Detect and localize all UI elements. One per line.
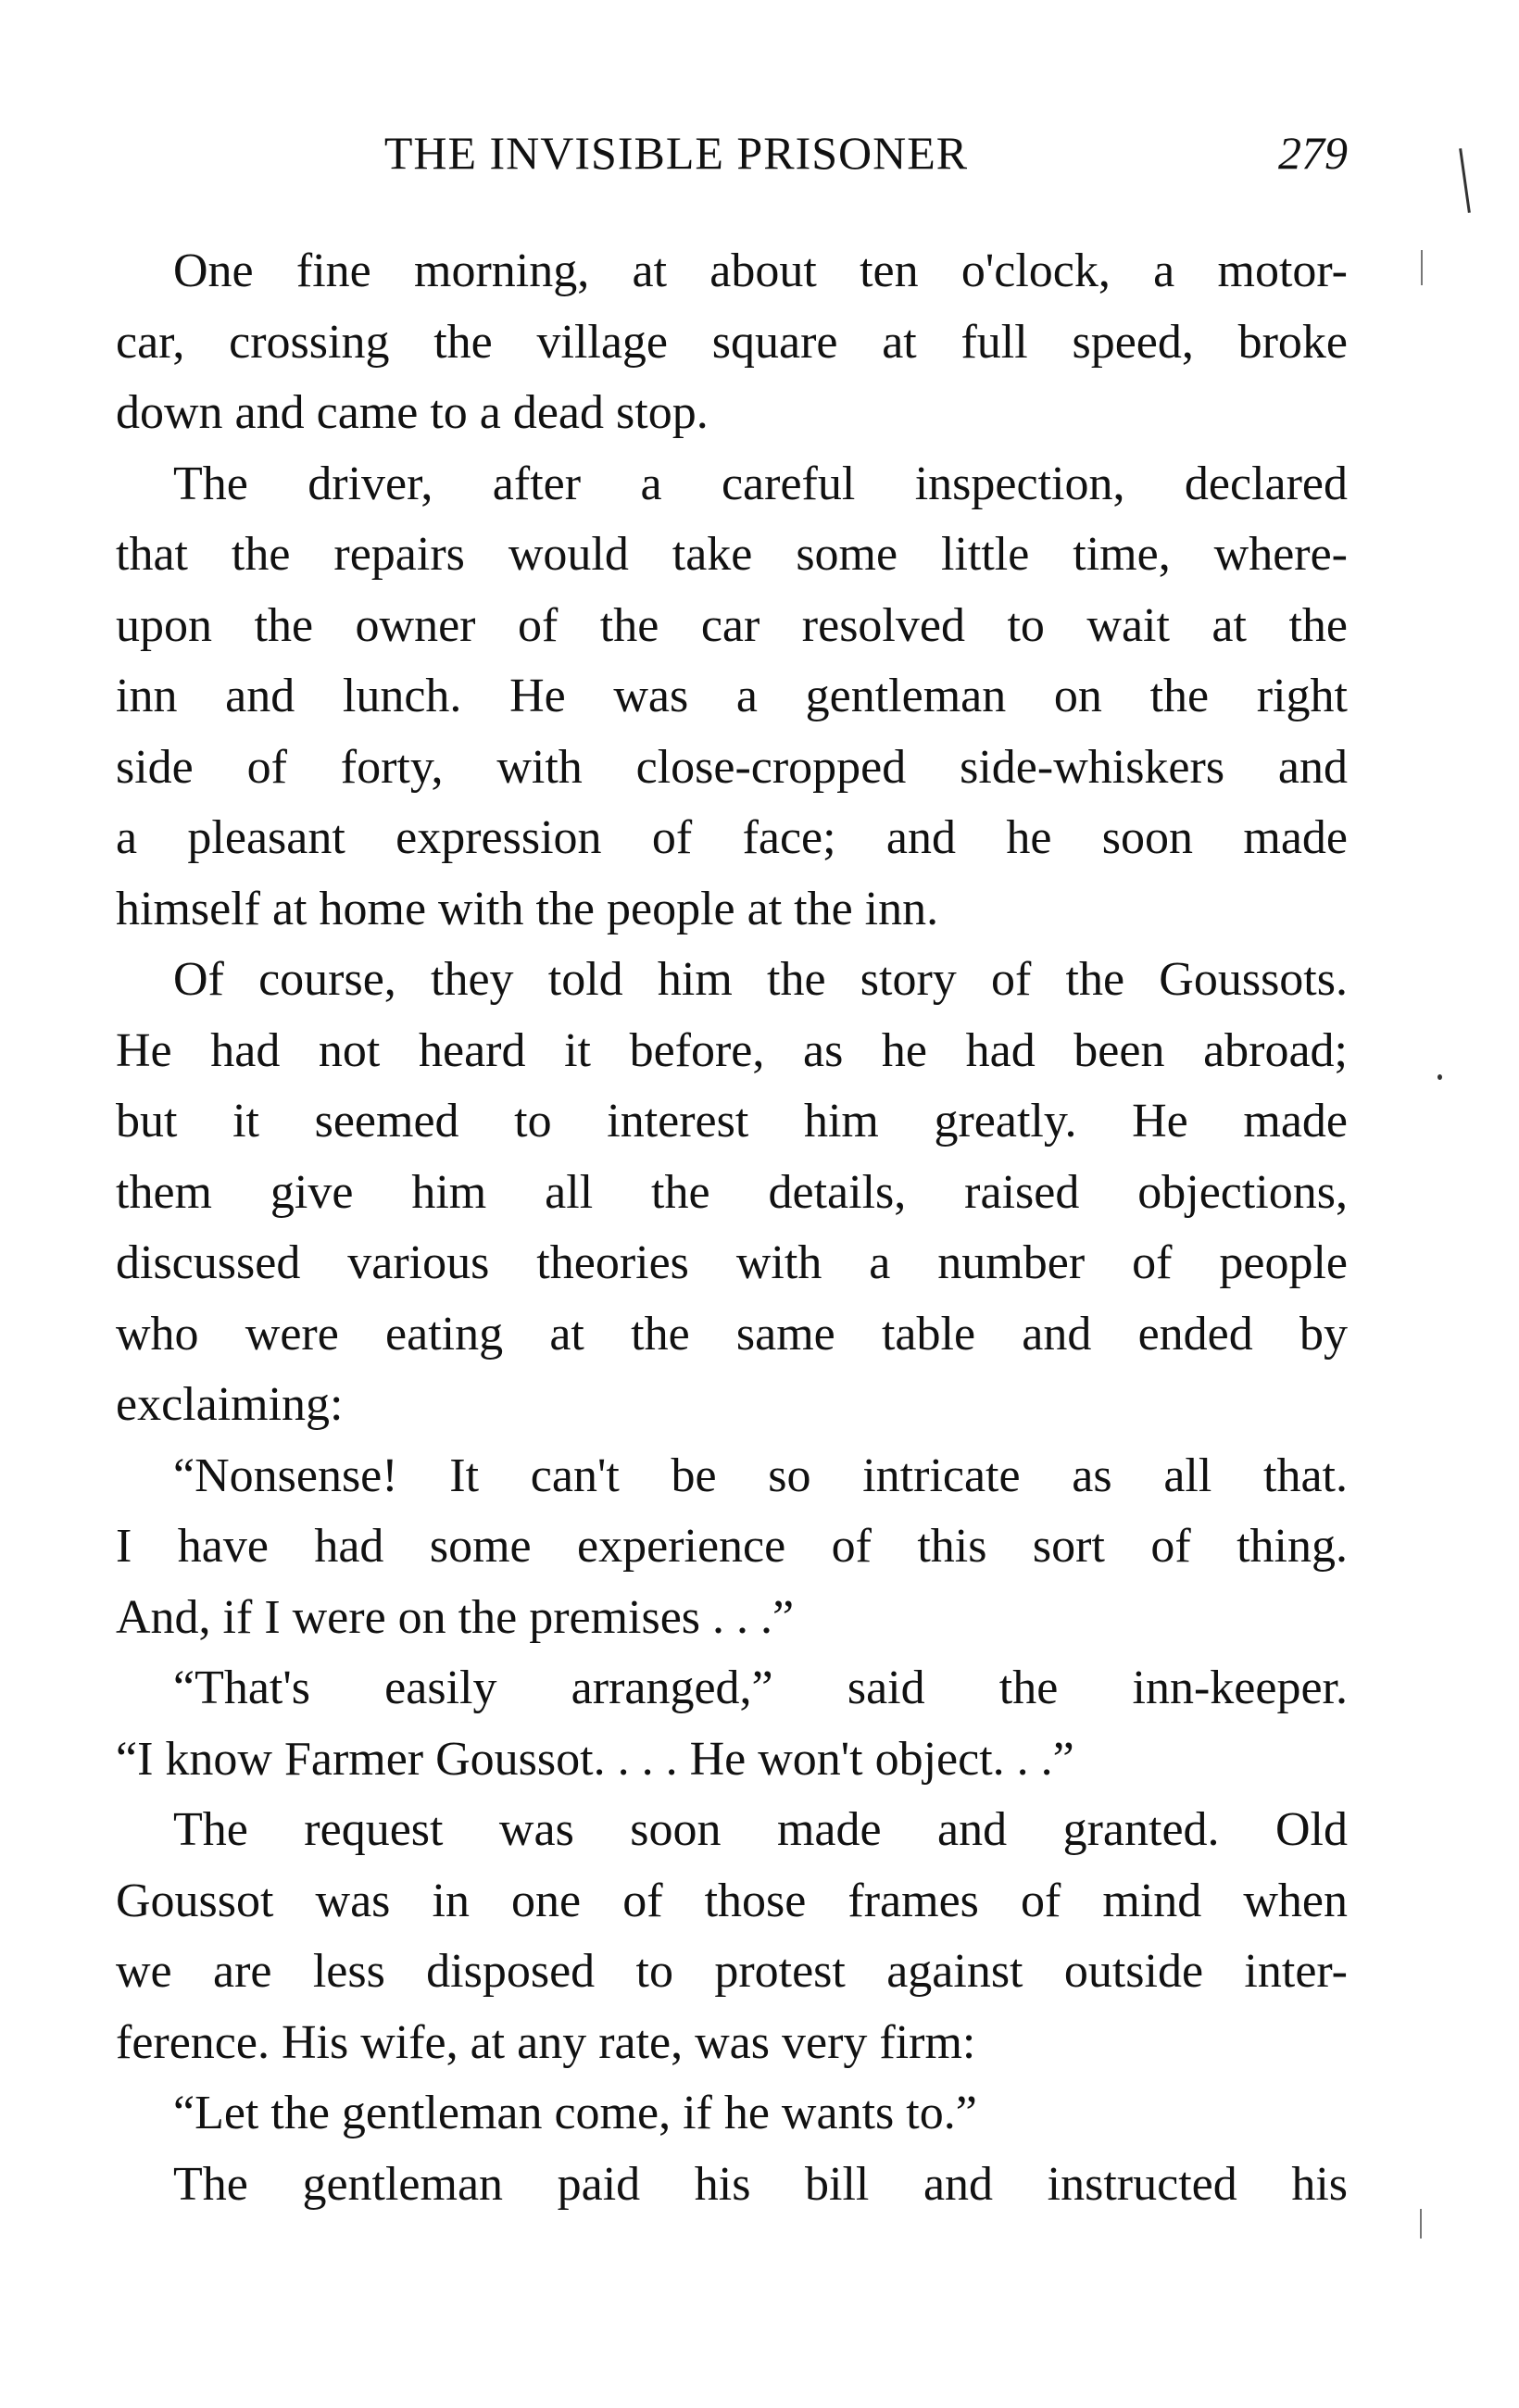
text-line: upon the owner of the car resolved to wait at the [116, 598, 1348, 652]
text-line: ference. His wife, at any rate, was very firm: [116, 2015, 976, 2069]
text-line: Of course, they told him the story of the Goussots. [173, 953, 1348, 1006]
running-title: THE INVISIBLE PRISONER [383, 127, 969, 179]
text-line: The request was soon made and granted. Old [173, 1803, 1348, 1856]
text-line: “I know Farmer Goussot. . . . He won't object. . .” [116, 1732, 1074, 1786]
text-line: we are less disposed to protest against outside inter- [116, 1945, 1348, 1998]
text-line: them give him all the details, raised objections, [116, 1165, 1348, 1219]
text-line: a pleasant expression of face; and he soon made [116, 811, 1348, 864]
text-line: “Let the gentleman come, if he wants to.” [173, 2087, 977, 2139]
text-line: himself at home with the people at the inn. [116, 882, 939, 935]
text-line: And, if I were on the premises . . .” [116, 1590, 795, 1644]
text-line: that the repairs would take some little time, where- [116, 528, 1348, 581]
text-line: One fine morning, at about ten o'clock, a motor- [173, 245, 1348, 297]
text-line: The driver, after a careful inspection, declared [173, 457, 1348, 510]
text-line: The gentleman paid his bill and instructed his [173, 2157, 1348, 2211]
text-line: I have had some experience of this sort of thing. [116, 1520, 1348, 1573]
text-line: exclaiming: [116, 1378, 344, 1431]
text-line: He had not heard it before, as he had been abroad; [116, 1023, 1348, 1077]
text-line: “That's easily arranged,” said the inn-keeper. [173, 1662, 1348, 1714]
text-line: Goussot was in one of those frames of mind when [116, 1874, 1348, 1927]
text-line: car, crossing the village square at full speed, broke [116, 315, 1348, 369]
running-header [116, 120, 1348, 185]
text-line: side of forty, with close-cropped side-whiskers and [116, 740, 1348, 794]
body-text [116, 236, 1348, 2220]
margin-mark [1421, 250, 1423, 285]
page-number: 279 [1278, 127, 1348, 179]
margin-mark [1437, 1074, 1442, 1080]
margin-mark [1459, 148, 1471, 213]
text-line: inn and lunch. He was a gentleman on the right [116, 670, 1348, 722]
text-line: but it seemed to interest him greatly. He made [116, 1095, 1348, 1148]
text-line: down and came to a dead stop. [116, 386, 709, 439]
margin-mark [1420, 2209, 1422, 2239]
text-line: “Nonsense! It can't be so intricate as all that. [173, 1449, 1348, 1502]
text-line: who were eating at the same table and ended by [116, 1307, 1348, 1361]
text-line: discussed various theories with a number of people [116, 1236, 1348, 1289]
